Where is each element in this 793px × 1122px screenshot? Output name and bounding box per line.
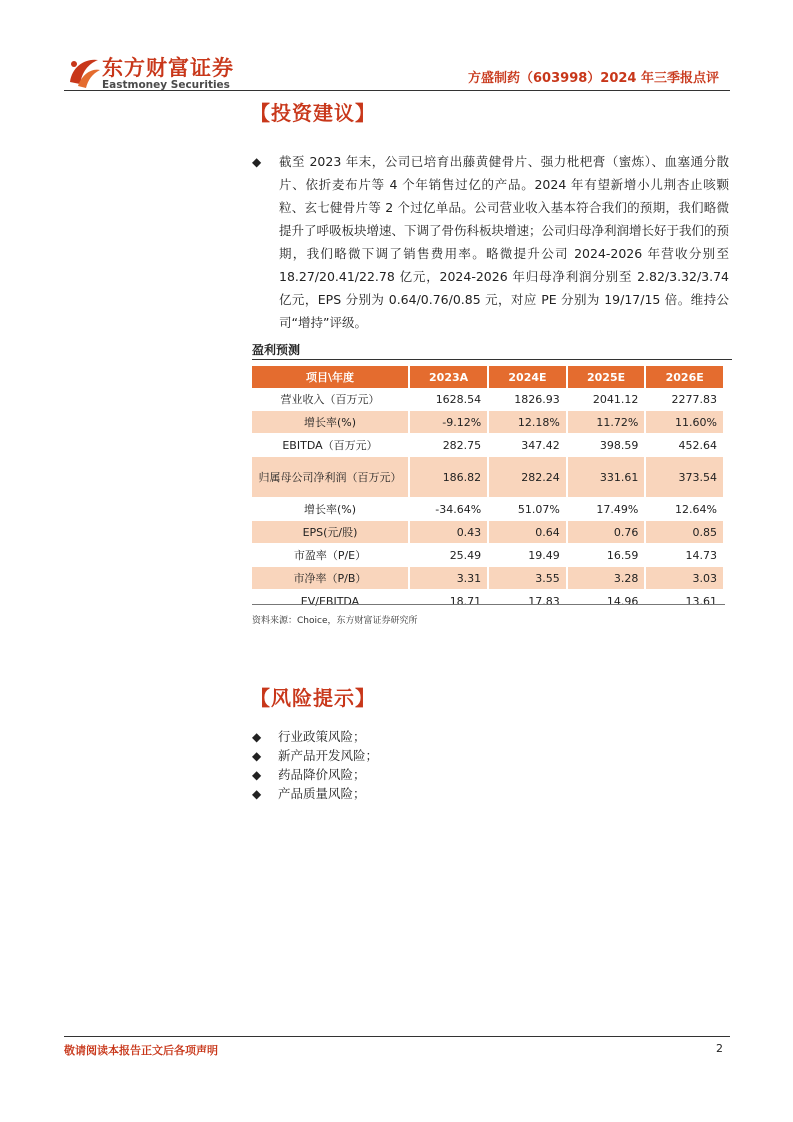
cell-value: 1628.54: [409, 388, 488, 411]
header-cell: 2023A: [409, 366, 488, 388]
table-row: [252, 567, 724, 590]
section-title-risk: 【风险提示】: [250, 686, 376, 710]
cell-value: 11.72%: [567, 411, 646, 434]
cell-value: 13.61: [645, 590, 724, 613]
cell-value: 282.24: [488, 457, 567, 498]
list-item: [252, 746, 378, 764]
cell-value: 17.49%: [567, 498, 646, 521]
cell-value: -9.12%: [409, 411, 488, 434]
report-title: 方盛制药（603998）2024 年三季报点评: [468, 71, 719, 86]
table-title: 盈利预测: [252, 343, 301, 357]
cell-value: 17.83: [488, 590, 567, 613]
table-bottom-divider: [252, 604, 725, 605]
cell-value: 12.64%: [645, 498, 724, 521]
list-item: [252, 727, 366, 745]
diamond-bullet-icon: ◆: [252, 730, 262, 744]
cell-value: 14.96: [567, 590, 646, 613]
profit-forecast-table: [252, 366, 725, 613]
header-cell: 项目\年度: [252, 366, 409, 388]
source-note: 资料来源：Choice，东方财富证券研究所: [252, 616, 418, 626]
row-label: 归属母公司净利润（百万元）: [252, 457, 409, 498]
risk-item-text: 产品质量风险；: [278, 786, 366, 801]
cell-value: 3.03: [645, 567, 724, 590]
table-title-divider: [252, 359, 732, 360]
cell-value: 18.71: [409, 590, 488, 613]
header-cell: 2024E: [488, 366, 567, 388]
diamond-bullet-icon: ◆: [252, 768, 262, 782]
table-row: [252, 457, 724, 498]
cell-value: 373.54: [645, 457, 724, 498]
cell-value: 0.85: [645, 521, 724, 544]
cell-value: 1826.93: [488, 388, 567, 411]
footer-divider: [64, 1036, 730, 1037]
cell-value: 3.28: [567, 567, 646, 590]
table-row: [252, 388, 724, 411]
cell-value: 19.49: [488, 544, 567, 567]
table-row: [252, 521, 724, 544]
cell-value: 2277.83: [645, 388, 724, 411]
cell-value: 11.60%: [645, 411, 724, 434]
cell-value: 16.59: [567, 544, 646, 567]
row-label: 增长率(%): [252, 411, 409, 434]
cell-value: 12.18%: [488, 411, 567, 434]
cell-value: 51.07%: [488, 498, 567, 521]
eastmoney-logo-icon: [64, 52, 104, 92]
cell-value: 282.75: [409, 434, 488, 457]
diamond-bullet-icon: ◆: [252, 787, 262, 801]
row-label: 增长率(%): [252, 498, 409, 521]
page-number: 2: [716, 1042, 723, 1055]
header-divider: [64, 90, 730, 91]
risk-item-text: 新产品开发风险；: [278, 748, 379, 763]
row-label: EBITDA（百万元）: [252, 434, 409, 457]
row-label: 市净率（P/B）: [252, 567, 409, 590]
brand-name-en: Eastmoney Securities: [102, 79, 230, 91]
table-row: [252, 544, 724, 567]
cell-value: 25.49: [409, 544, 488, 567]
cell-value: 2041.12: [567, 388, 646, 411]
cell-value: 186.82: [409, 457, 488, 498]
cell-value: 331.61: [567, 457, 646, 498]
table-row: [252, 498, 724, 521]
cell-value: 14.73: [645, 544, 724, 567]
table-row: [252, 434, 724, 457]
cell-value: 452.64: [645, 434, 724, 457]
disclaimer-note: 敬请阅读本报告正文后各项声明: [64, 1044, 218, 1057]
brand-name-cn: 东方财富证券: [102, 56, 234, 80]
row-label: 市盈率（P/E）: [252, 544, 409, 567]
row-label: EV/EBITDA: [252, 590, 409, 613]
cell-value: 3.31: [409, 567, 488, 590]
cell-value: 0.43: [409, 521, 488, 544]
table-row: [252, 590, 724, 613]
cell-value: -34.64%: [409, 498, 488, 521]
table-header-row: [252, 366, 724, 388]
risk-item-text: 药品降价风险；: [278, 767, 366, 782]
invest-paragraph: 截至 2023 年末，公司已培育出藤黄健骨片、强力枇杷膏（蜜炼）、血塞通分散片、依折麦布片等 4 个年销售过亿的产品。2024 年有望新增小儿荆杏止咳颗粒、玄七健骨片等 2 个过亿单品。公司营业收入基本符合我们的预期，我们略微提升了呼吸板块增速、下调了骨伤科板块增速；公司归母净利润增长好于我们的预期，我们略微下调了销售费用率。略微提升公司 2024-2026 年营收分别至 18.27/20.41/22.78 亿元，2024-2026 年归母净利润分别至 2.82/3.32/3.74 亿元，EPS 分别为 0.64/0.76/0.85 元，对应 PE 分别为 19/17/15 倍。维持公司“增持”评级。: [279, 154, 730, 330]
diamond-bullet-icon: ◆: [252, 155, 262, 169]
diamond-bullet-icon: ◆: [252, 749, 262, 763]
table-row: [252, 411, 724, 434]
row-label: EPS(元/股): [252, 521, 409, 544]
cell-value: 0.76: [567, 521, 646, 544]
cell-value: 347.42: [488, 434, 567, 457]
header-cell: 2026E: [645, 366, 724, 388]
header-cell: 2025E: [567, 366, 646, 388]
risk-item-text: 行业政策风险；: [278, 729, 366, 744]
cell-value: 0.64: [488, 521, 567, 544]
section-title-invest: 【投资建议】: [250, 101, 376, 125]
list-item: [252, 784, 366, 802]
list-item: [252, 765, 366, 783]
cell-value: 398.59: [567, 434, 646, 457]
cell-value: 3.55: [488, 567, 567, 590]
row-label: 营业收入（百万元）: [252, 388, 409, 411]
